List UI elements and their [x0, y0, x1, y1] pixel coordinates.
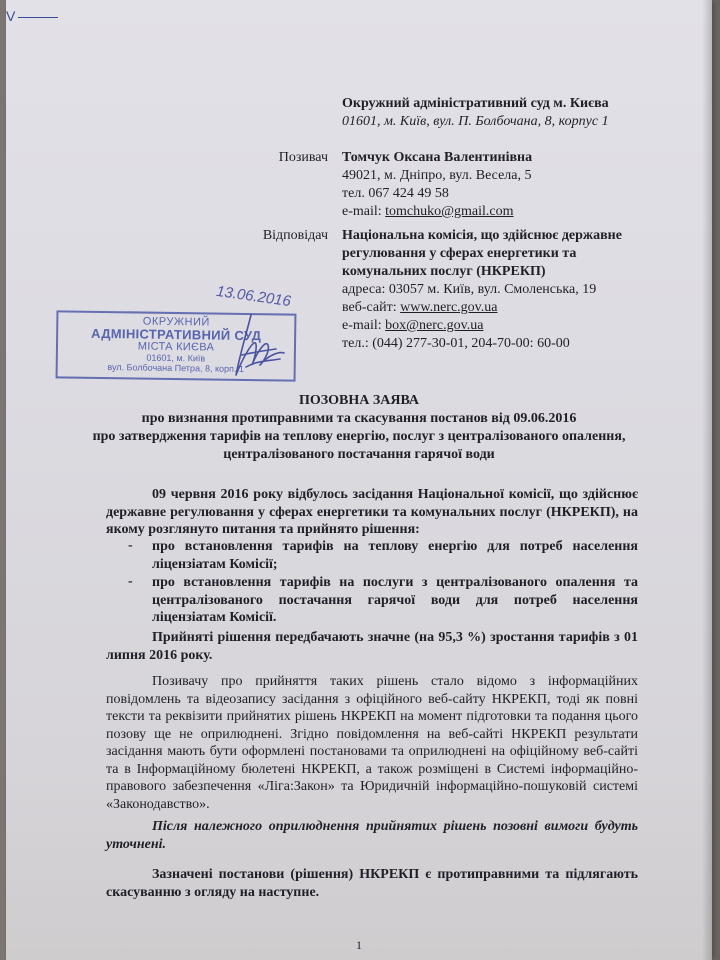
- title-line1: про визнання протиправними та скасування постанов від 09.06.2016: [141, 411, 577, 426]
- defendant-email-prefix: e-mail:: [342, 318, 386, 333]
- plaintiff-email-prefix: e-mail:: [342, 204, 386, 219]
- title-line3: централізованого постачання гарячої води: [223, 447, 495, 462]
- stamp-date: 13.06.2016: [215, 282, 292, 311]
- defendant-website-prefix: веб-сайт:: [342, 300, 401, 315]
- paragraph-2: Прийняті рішення передбачають значне (на 95,3 %) зростання тарифів з 01 липня 2016 року.: [106, 630, 638, 663]
- bullet-dash-2: -: [128, 574, 133, 589]
- defendant-email-row: [342, 318, 483, 334]
- page-number: 1: [356, 938, 362, 952]
- bullet-dash-1: -: [128, 538, 133, 553]
- bullet-2: про встановлення тарифів на послуги з централізованого опалення та централізованого постачання гарячої води для потреб населення ліцензіатам Комісії.: [152, 575, 638, 625]
- title-line2: про затвердження тарифів на теплову енергію, послуг з централізованого опалення,: [92, 429, 626, 444]
- plaintiff-name: Томчук Оксана Валентинівна: [342, 150, 533, 165]
- defendant-address: адреса: 03057 м. Київ, вул. Смоленська, 19: [342, 282, 597, 297]
- corner-mark: V: [6, 8, 58, 24]
- defendant-website-row: [342, 300, 497, 316]
- defendant-phone: тел.: (044) 277-30-01, 204-70-00: 60-00: [342, 336, 570, 351]
- stamp-line5: вул. Болбочана Петра, 8, корп. 1: [107, 362, 244, 374]
- court-name: Окружний адміністративний суд м. Києва: [342, 96, 609, 111]
- stamp-line3: МІСТА КИЄВА: [137, 340, 215, 354]
- signature-icon: [206, 295, 306, 395]
- paragraph-5: Зазначені постанови (рішення) НКРЕКП є протиправними та підлягають скасуванню з огляду на наступне.: [106, 867, 638, 900]
- plaintiff-label: Позивач: [278, 150, 328, 165]
- page-edge-shadow: [702, 0, 712, 960]
- paragraph-4: Після належного оприлюднення прийнятих рішень позовні вимоги будуть уточнені.: [106, 819, 638, 852]
- plaintiff-address: 49021, м. Дніпро, вул. Весела, 5: [342, 168, 532, 183]
- bullet-1: про встановлення тарифів на теплову енергію для потреб населення ліцензіатам Комісії;: [152, 539, 638, 572]
- court-address: 01601, м. Київ, вул. П. Болбочана, 8, корпус 1: [342, 114, 609, 129]
- stamp-line1: ОКРУЖНИЙ: [142, 315, 210, 329]
- defendant-name-line3: комунальних послуг (НКРЕКП): [342, 264, 546, 279]
- defendant-website-link[interactable]: www.nerc.gov.ua: [400, 300, 498, 315]
- stamp-line4: 01601, м. Київ: [146, 352, 206, 364]
- document-title: ПОЗОВНА ЗАЯВА: [298, 393, 420, 408]
- plaintiff-phone: тел. 067 424 49 58: [342, 186, 449, 201]
- defendant-label: Відповідач: [262, 228, 328, 243]
- defendant-email-link[interactable]: box@nerc.gov.ua: [385, 318, 484, 333]
- plaintiff-email-row: [342, 204, 514, 220]
- paragraph-1: 09 червня 2016 року відбулось засідання Національної комісії, що здійснює державне регулювання у сферах енергетики та комунальних послуг (НКРЕКП), на якому розглянуто питання та прийнято рішення:: [106, 487, 638, 537]
- paragraph-3: Позивачу про прийняття таких рішень стало відомо з інформаційних повідомлень та відеозапису засідання з офіційного веб-сайту НКРЕКП, тоді як повні тексти та реквізити прийнятих рішень НКРЕКП на момент підготовки та подання цього позову ще не оприлюднені. Згідно повідомлення на веб-сайті НКРЕКП результати засідання мають бути оформлені постановами та оприлюднені на офіційному веб-сайті та в Інформаційному бюлетені НКРЕКП, а також розміщені в Системі інформаційно-правового забезпечення «Ліга:Закон» та Юридичній інформаційно-пошуковій системі «Законодавство».: [106, 674, 638, 812]
- defendant-name-line2: регулювання у сферах енергетики та: [342, 246, 577, 261]
- document-page: [6, 0, 712, 960]
- defendant-name-line1: Національна комісія, що здійснює державне: [342, 228, 622, 243]
- plaintiff-email-link[interactable]: tomchuko@gmail.com: [385, 204, 514, 219]
- stamp-line2: АДМІНІСТРАТИВНИЙ СУД: [91, 325, 262, 344]
